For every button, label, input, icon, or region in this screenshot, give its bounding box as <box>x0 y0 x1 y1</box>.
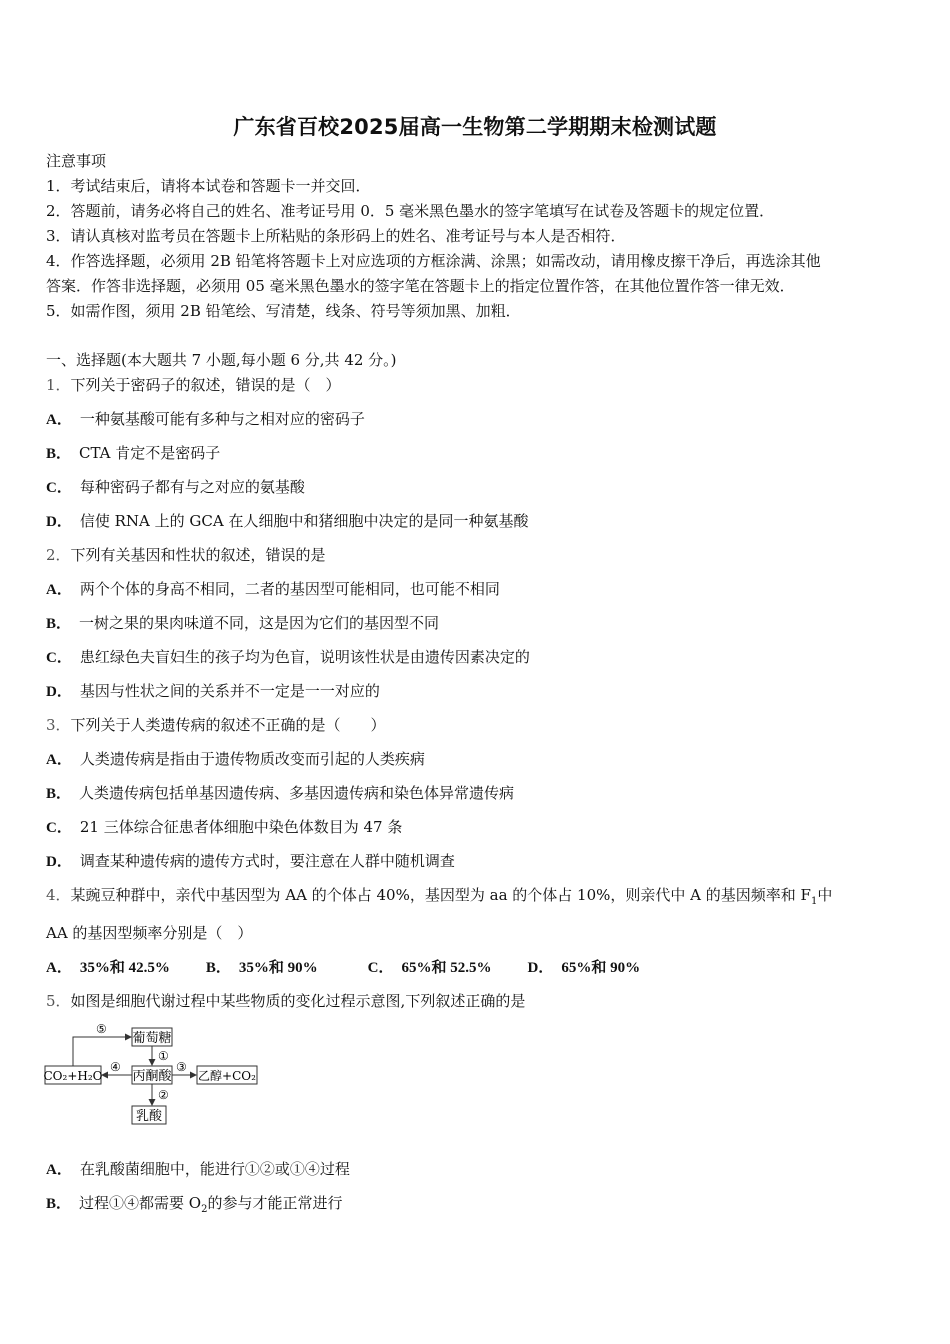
option-label: A． <box>46 1162 72 1178</box>
option-text: CTA 肯定不是密码子 <box>79 444 221 462</box>
option-text: 一种氨基酸可能有多种与之相对应的密码子 <box>79 410 365 428</box>
option-text: 基因与性状之间的关系并不一定是一一对应的 <box>79 682 380 700</box>
option-text: 过程①④都需要 O <box>79 1194 202 1212</box>
ethanol-label: 乙醇+CO₂ <box>198 1069 256 1083</box>
notice-item: 3．请认真核对监考员在答题卡上所粘贴的条形码上的姓名、准考证号与本人是否相符． <box>46 227 626 245</box>
option-label: D． <box>46 514 72 530</box>
option <box>46 579 500 600</box>
question-stem-continued: AA 的基因型频率分别是（ ） <box>46 924 253 942</box>
question-5 <box>46 991 525 1011</box>
question-stem: 下列有关基因和性状的叙述，错误的是 <box>70 546 326 564</box>
subscript: 2 <box>201 1204 208 1215</box>
question-stem: 某豌豆种群中，亲代中基因型为 AA 的个体占 40%，基因型为 aa 的个体占 10%，则亲代中 A 的基因频率和 F <box>70 886 811 904</box>
option-text-end: 的参与才能正常进行 <box>207 1194 343 1212</box>
question-number: 4． <box>46 886 71 904</box>
question-number: 3． <box>46 716 71 734</box>
option <box>46 681 380 702</box>
option-label: C． <box>46 480 72 496</box>
notice-item: 2．答题前，请务必将自己的姓名、准考证号用 0．5 毫米黑色墨水的签字笔填写在试卷及答题卡的规定位置． <box>46 202 775 220</box>
question-stem: 如图是细胞代谢过程中某些物质的变化过程示意图,下列叙述正确的是 <box>70 992 526 1010</box>
notice-item: 1．考试结束后，请将本试卷和答题卡一并交回． <box>46 177 371 195</box>
option-text: 35%和 42.5% <box>79 960 170 976</box>
pyruvate-label: 丙酮酸 <box>132 1069 172 1084</box>
question-stem: 下列关于人类遗传病的叙述不正确的是（ ） <box>70 716 386 734</box>
option-text: 两个个体的身高不相同，二者的基因型可能相同，也可能不相同 <box>79 580 500 598</box>
option-label: C． <box>367 960 394 976</box>
glucose-label: 葡萄糖 <box>132 1031 172 1046</box>
question-number: 1． <box>46 376 71 394</box>
notice-heading: 注意事项 <box>46 152 107 170</box>
options-row <box>46 957 666 978</box>
option <box>46 1159 350 1180</box>
question-4 <box>46 885 832 912</box>
subscript: 1 <box>810 896 818 907</box>
option <box>46 1193 342 1220</box>
notice-item: 4．作答选择题，必须用 2B 铅笔将答题卡上对应选项的方框涂满、涂黑；如需改动，请用橡皮擦干净后，再选涂其他 <box>46 252 821 270</box>
option <box>46 443 220 464</box>
option <box>46 851 455 872</box>
option-label: B． <box>205 960 231 976</box>
option-text: 35%和 90% <box>238 960 318 976</box>
option-label: D． <box>527 960 554 976</box>
option-label: C． <box>46 650 72 666</box>
step-label-2: ② <box>158 1088 169 1102</box>
option-text: 每种密码子都有与之对应的氨基酸 <box>79 478 305 496</box>
option <box>368 957 492 978</box>
metabolism-diagram <box>40 1020 270 1130</box>
arrow-step-5 <box>73 1037 131 1066</box>
option <box>46 957 170 978</box>
option-text: 人类遗传病包括单基因遗传病、多基因遗传病和染色体异常遗传病 <box>79 784 515 802</box>
option <box>46 613 439 634</box>
option <box>46 647 530 668</box>
notice-item: 5．如需作图，须用 2B 铅笔绘、写清楚，线条、符号等须加黑、加粗． <box>46 302 521 320</box>
option-label: B． <box>46 446 72 462</box>
question-3 <box>46 715 386 735</box>
option-label: A． <box>46 412 72 428</box>
option-text: 21 三体综合征患者体细胞中染色体数目为 47 条 <box>79 818 403 836</box>
option-label: D． <box>46 684 72 700</box>
option-text: 人类遗传病是指由于遗传物质改变而引起的人类疾病 <box>79 750 425 768</box>
page-title: 广东省百校2025届高一生物第二学期期末检测试题 <box>233 115 717 139</box>
co2h2o-label: CO₂+H₂O <box>43 1069 103 1083</box>
question-number: 5． <box>46 992 71 1010</box>
question-number: 2． <box>46 546 71 564</box>
option-label: A． <box>46 960 72 976</box>
option <box>46 409 365 430</box>
question-stem: 下列关于密码子的叙述，错误的是（ ） <box>70 376 341 394</box>
question-stem-end: 中 <box>817 886 833 904</box>
option <box>46 477 305 498</box>
option-text: 信使 RNA 上的 GCA 在人细胞中和猪细胞中决定的是同一种氨基酸 <box>79 512 529 530</box>
option <box>206 957 318 978</box>
option <box>46 783 514 804</box>
section-heading: 一、选择题(本大题共 7 小题,每小题 6 分,共 42 分。) <box>46 351 397 369</box>
option-text: 调查某种遗传病的遗传方式时，要注意在人群中随机调查 <box>79 852 455 870</box>
option-label: A． <box>46 752 72 768</box>
option <box>46 817 402 838</box>
lactate-label: 乳酸 <box>135 1109 163 1124</box>
option-text: 一树之果的果肉味道不同，这是因为它们的基因型不同 <box>79 614 440 632</box>
question-2 <box>46 545 326 565</box>
step-label-1: ① <box>158 1049 169 1063</box>
step-label-3: ③ <box>176 1060 187 1074</box>
question-1 <box>46 375 341 395</box>
option-label: C． <box>46 820 72 836</box>
option-text: 在乳酸菌细胞中，能进行①②或①④过程 <box>79 1160 350 1178</box>
option-label: B． <box>46 1196 72 1212</box>
option <box>46 511 528 532</box>
option-text: 65%和 90% <box>561 960 641 976</box>
option-label: B． <box>46 786 72 802</box>
step-label-4: ④ <box>110 1060 121 1074</box>
option-text: 患红绿色夫盲妇生的孩子均为色盲，说明该性状是由遗传因素决定的 <box>79 648 530 666</box>
option-label: A． <box>46 582 72 598</box>
option <box>46 749 425 770</box>
option-label: D． <box>46 854 72 870</box>
option <box>528 957 641 978</box>
option-label: B． <box>46 616 72 632</box>
step-label-5: ⑤ <box>96 1022 107 1036</box>
option-text: 65%和 52.5% <box>401 960 492 976</box>
notice-item: 答案．作答非选择题，必须用 05 毫米黑色墨水的签字笔在答题卡上的指定位置作答，在其他位置作答一律无效． <box>46 277 795 295</box>
